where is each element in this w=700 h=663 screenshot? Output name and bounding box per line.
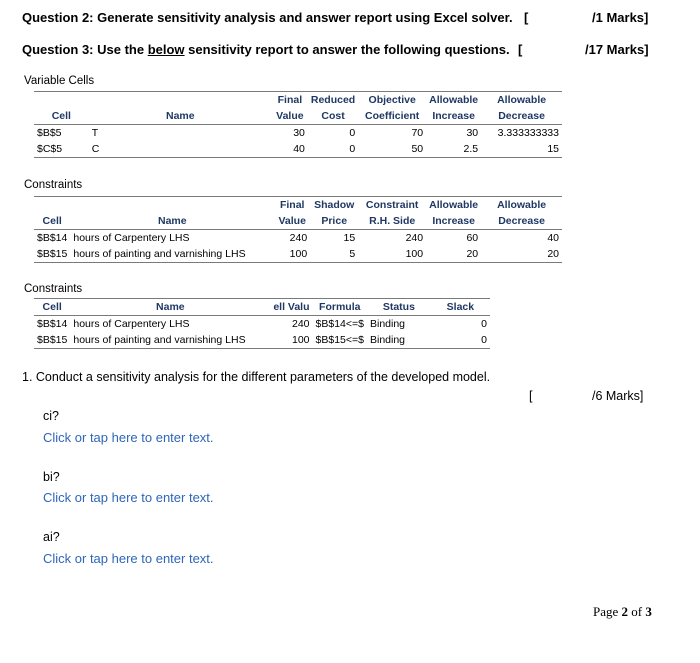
vc-h2-2: Value [272,108,308,125]
vc-r0-c0: $B$5 [37,127,62,139]
ac-r1-c3: $B$15<=$ [313,332,367,349]
vc-r1-c1: C [89,141,272,158]
vc-r1-c2: 40 [272,141,308,158]
vc-h2-6: Decrease [481,108,562,125]
answer-constraints-table [34,298,490,349]
question-3-text [22,42,510,57]
ac-r1-c1: hours of painting and varnishing LHS [70,332,270,349]
q3-underlined: below [147,42,185,57]
ac-r0-c4: Binding [369,318,406,330]
ct-r1-c6: 20 [481,246,562,263]
answer-field-bi[interactable]: Click or tap here to enter text. [43,490,214,505]
ct-r1-c5: 20 [426,246,481,263]
ct-r1-c0: $B$15 [34,246,70,263]
ct-r0-c1: hours of Carpentery LHS [73,232,190,244]
ct-h2-0: Cell [34,213,70,230]
vc-h2-3: Cost [308,108,358,125]
ct-r0-c5: 60 [466,232,479,244]
page-number [593,604,652,620]
q3-pre: Question 3: Use the [22,42,148,57]
sub-question-ai-label: ai? [43,530,60,544]
vc-r0-c3: 0 [349,127,356,139]
question-2-text: Question 2: Generate sensitivity analysis and answer report using Excel solver. [22,10,513,25]
ac-r1-c5: 0 [431,332,490,349]
question-3-marks: /17 Marks] [585,42,649,57]
vc-h2-0: Cell [34,108,89,125]
question-2-marks: /1 Marks] [592,10,649,25]
question-3-bracket: [ [518,42,523,57]
answer-field-ai[interactable]: Click or tap here to enter text. [43,551,214,566]
vc-h1-4: Objective [368,94,416,106]
task-1-text: 1. Conduct a sensitivity analysis for the different parameters of the developed model. [22,370,491,384]
ac-r1-c0: $B$15 [34,332,70,349]
vc-h1-0 [34,92,89,109]
answer-constraints-title: Constraints [24,283,83,295]
ct-h2-5: Increase [426,213,481,230]
task-1-bracket: [ [529,389,533,403]
answer-field-ci[interactable]: Click or tap here to enter text. [43,430,214,445]
ct-h2-3: Price [310,213,358,230]
table-row [34,316,490,333]
ct-r0-c2: 240 [289,232,308,244]
table-row [34,141,562,158]
ac-r0-c1: hours of Carpentery LHS [73,318,190,330]
ac-r1-c2: 100 [270,332,312,349]
ct-r1-c2: 100 [274,246,310,263]
ct-h1-6: Allowable [497,199,547,211]
ac-h-4: Status [367,299,431,316]
variable-cells-title: Variable Cells [24,75,95,87]
ct-h1-1 [70,197,274,214]
ct-h1-4: Constraint [365,199,419,211]
ct-r0-c0: $B$14 [37,232,68,244]
ct-h2-4: R.H. Side [358,213,426,230]
ac-r0-c0: $B$14 [37,318,68,330]
ac-h-5: Slack [431,299,490,316]
ct-h1-3: Shadow [314,199,355,211]
ct-h2-6: Decrease [481,213,562,230]
sub-question-ci-label: ci? [43,409,59,423]
ac-h-0: Cell [34,299,70,316]
task-1-marks: /6 Marks] [592,389,644,403]
constraints-table [34,196,562,263]
vc-r1-c3: 0 [308,141,358,158]
vc-h1-2: Final [277,94,303,106]
vc-h2-4: Coefficient [358,108,426,125]
variable-cells-table [34,91,562,158]
ct-r1-c3: 5 [310,246,358,263]
q3-post: sensitivity report to answer the following questions. [184,42,510,57]
ct-h2-1: Name [70,213,274,230]
vc-r0-c5: 30 [466,127,479,139]
ac-r1-c4: Binding [367,332,431,349]
vc-h2-5: Increase [426,108,481,125]
ct-h1-0 [34,197,70,214]
ct-r1-c1: hours of painting and varnishing LHS [70,246,274,263]
ac-r0-c2: 240 [291,318,310,330]
vc-h2-1: Name [89,108,272,125]
question-2-bracket: [ [524,10,529,25]
ct-r0-c3: 15 [343,232,356,244]
ct-r0-c6: 40 [547,232,559,244]
page-total: 3 [645,604,652,619]
table-row [34,125,562,142]
vc-r0-c1: T [91,127,99,139]
page-label: Page [593,604,622,619]
ac-h-1: Name [70,299,270,316]
table-row [34,230,562,247]
table-row [34,246,562,263]
sub-question-bi-label: bi? [43,470,60,484]
vc-r1-c4: 50 [358,141,426,158]
vc-r1-c0: $C$5 [34,141,89,158]
ct-h1-5: Allowable [429,199,479,211]
ac-h-3: Formula [313,299,367,316]
ct-h2-2: Value [274,213,310,230]
vc-h1-3: Reduced [310,94,356,106]
vc-h1-1 [89,92,272,109]
vc-r1-c6: 15 [481,141,562,158]
vc-r1-c5: 2.5 [426,141,481,158]
ac-h-2: ell Valu [270,299,312,316]
vc-h1-6: Allowable [497,94,547,106]
table-row [34,332,490,349]
ac-r0-c3: $B$14<=$ [315,318,364,330]
vc-r0-c6: 3.333333333 [497,127,559,139]
ac-r0-c5: 0 [481,318,487,330]
page-of: of [628,604,646,619]
ct-r0-c4: 240 [405,232,424,244]
vc-r0-c4: 70 [411,127,424,139]
ct-r1-c4: 100 [358,246,426,263]
vc-h1-5: Allowable [429,94,479,106]
ct-h1-2: Final [279,199,305,211]
vc-r0-c2: 30 [293,127,305,139]
constraints-title: Constraints [24,179,83,191]
page-current: 2 [621,604,629,619]
